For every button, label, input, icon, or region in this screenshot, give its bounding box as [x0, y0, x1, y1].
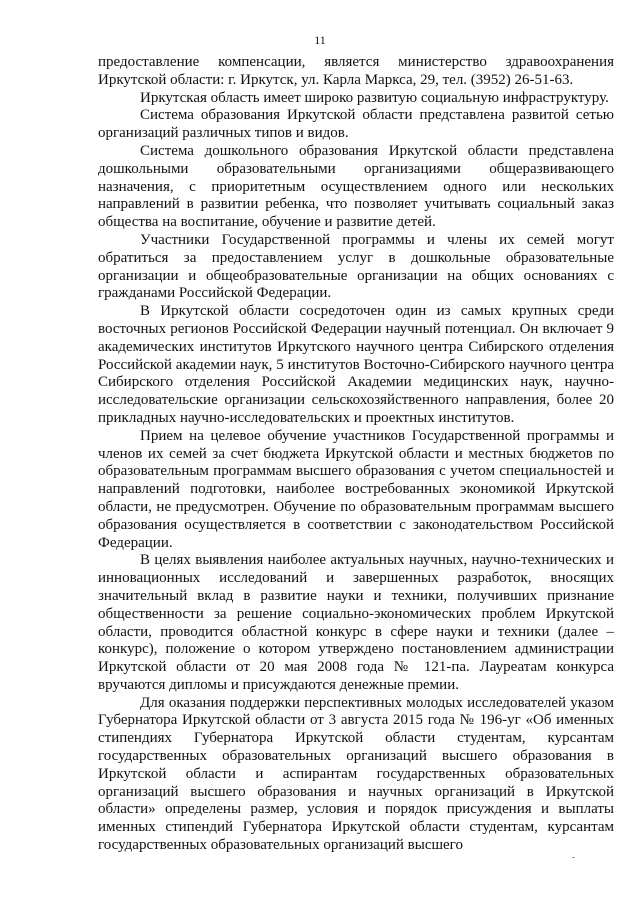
- paragraph-preschool-education: Система дошкольного образования Иркутской области представлена дошкольными образовательными организациями общеразвивающего назначения, с приоритетным осуществлением одного или нескольких направлений в развитии ребенка, что позволяет учитывать социальный заказ общества на воспитание, обучение и развитие детей.: [98, 142, 614, 231]
- scan-dot: [572, 857, 575, 858]
- paragraph-education-system: Система образования Иркутской области представлена развитой сетью организаций различных типов и видов.: [98, 107, 614, 142]
- paragraph-scientific-potential: В Иркутской области сосредоточен один из самых крупных среди восточных регионов Российской Федерации научный потенциал. Он включает 9 академических институтов Иркутского научного центра Сибирского отделения Российской академии наук, 5 институтов Восточно-Сибирского научного центра Сибирского отделения Российской Академии медицинских наук, научно-исследовательские организации сельскохозяйственного направления, более 20 прикладных научно-исследовательских и проектных институтов.: [98, 303, 614, 426]
- page-number: 11: [314, 33, 326, 47]
- paragraph-targeted-admission: Прием на целевое обучение участников Государственной программы и членов их семей за счет бюджета Иркутской области и местных бюджетов по образовательным программам высшего образования с учетом специальностей и направлений подготовки, наиболее востребованных экономикой Иркутской области, не предусмотрен. Обучение по образовательным программам высшего образования осуществляется в соответствии с законодательством Российской Федерации.: [98, 427, 614, 551]
- paragraph-program-participants: Участники Государственной программы и члены их семей могут обратиться за предоставлением услуг в дошкольные образовательные организации и общеобразовательные организации на общих основаниях с гражданами Российской Федерации.: [98, 231, 614, 302]
- paragraph-governor-scholarships: Для оказания поддержки перспективных молодых исследователей указом Губернатора Иркутской области от 3 августа 2015 года № 196-уг «Об именных стипендиях Губернатора Иркутской области студентам, курсантам государственных образовательных организаций высшего образования в Иркутской области и аспирантам государственных образовательных организаций высшего образования и научных организаций в Иркутской области» определены размер, условия и порядок присуждения и выплаты именных стипендий Губернатора Иркутской области студентам, курсантам государственных образовательных организаций высшего: [98, 694, 614, 854]
- paragraph-science-contest: В целях выявления наиболее актуальных научных, научно-технических и инновационных исследований и завершенных разработок, вносящих значительный вклад в развитие науки и техники, получивших признание общественности за решение социально-экономических проблем Иркутской области, проводится областной конкурс в сфере науки и техники (далее – конкурс), положение о котором утверждено постановлением администрации Иркутской области от 20 мая 2008 года № 121-па. Лауреатам конкурса вручаются дипломы и присуждаются денежные премии.: [98, 552, 614, 693]
- document-body: [98, 54, 614, 855]
- paragraph-social-infrastructure: Иркутская область имеет широко развитую социальную инфраструктуру.: [140, 89, 609, 106]
- paragraph-compensation-ministry: предоставление компенсации, является министерство здравоохранения Иркутской области: г. Иркутск, ул. Карла Маркса, 29, тел. (3952) 26-51-63.: [98, 54, 614, 88]
